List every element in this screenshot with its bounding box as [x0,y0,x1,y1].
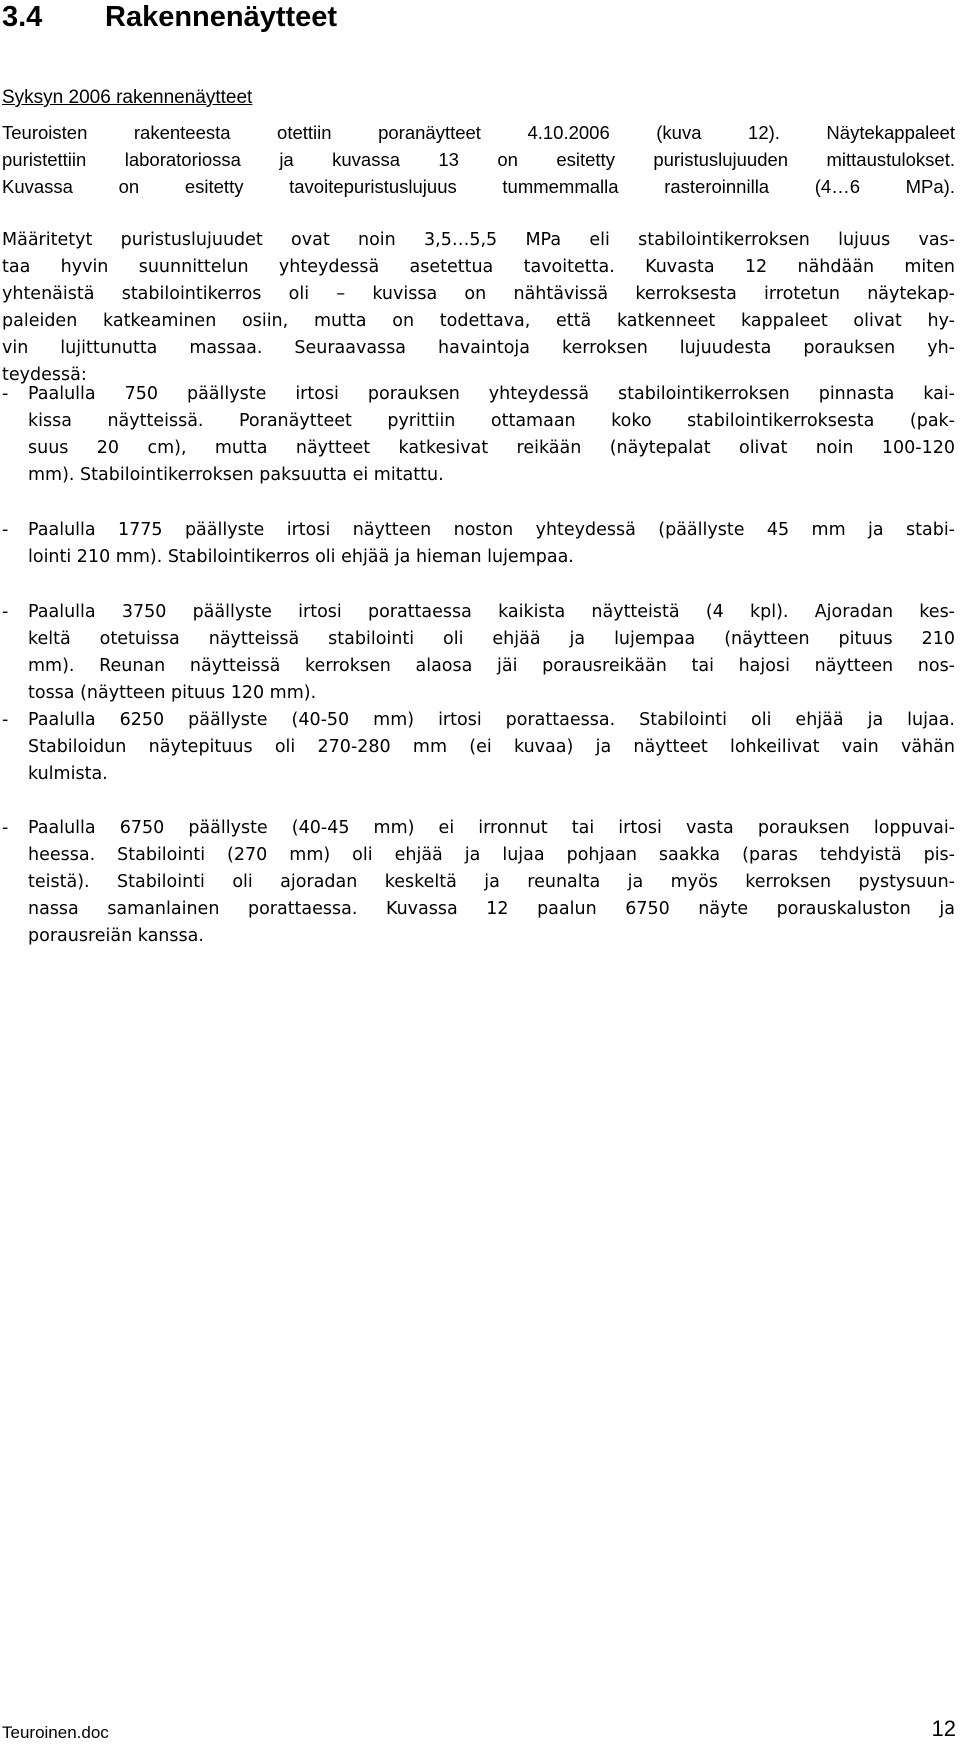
paragraph-line: teydessä: [2,365,87,385]
paragraph-line: Määritetyt puristuslujuudet ovat noin 3,5…5,5 MPa eli stabilointikerroksen lujuus vas- [2,230,955,250]
intro-paragraph [2,119,955,200]
list-item-line: suus 20 cm), mutta näytteet katkesivat reikään (näytepalat olivat noin 100-120 [28,438,955,458]
paragraph-line: puristettiin laboratoriossa ja kuvassa 13 on esitetty puristuslujuuden mittaustulokset. [2,149,955,170]
list-item-line: heessa. Stabilointi (270 mm) oli ehjää ja lujaa pohjaan saakka (paras tehdyistä pis- [28,845,955,865]
bullet-dash: - [2,384,9,404]
list-item-text [28,381,955,489]
paragraph-line: Kuvassa on esitetty tavoitepuristuslujuus tummemmalla rasteroinnilla (4…6 MPa). [2,176,955,197]
list-item-line: nassa samanlainen porattaessa. Kuvassa 12 paalun 6750 näyte porauskaluston ja [28,899,955,919]
paragraph-line: vin lujittunutta massaa. Seuraavassa havaintoja kerroksen lujuudesta porauksen yh- [2,338,955,358]
list-item-line: keltä otetuissa näytteissä stabilointi oli ehjää ja lujempaa (näytteen pituus 210 [28,629,955,649]
bullet-dash: - [2,818,9,838]
list-item-line: Paalulla 6750 päällyste (40-45 mm) ei irronnut tai irtosi vasta porauksen loppuvai- [28,818,955,838]
list-item-line: mm). Stabilointikerroksen paksuutta ei mitattu. [28,465,444,485]
list-item-line: lointi 210 mm). Stabilointikerros oli ehjää ja hieman lujempaa. [28,547,574,567]
list-item-text [28,815,955,950]
list-item-text [28,707,955,788]
list-item-line: porausreiän kanssa. [28,926,204,946]
list-item-line: teistä). Stabilointi oli ajoradan keskeltä ja reunalta ja myös kerroksen pystysuun- [28,872,955,892]
list-item-line: Paalulla 3750 päällyste irtosi porattaessa kaikista näytteistä (4 kpl). Ajoradan kes- [28,602,955,622]
list-item-line: kissa näytteissä. Poranäytteet pyrittiin ottamaan koko stabilointikerroksesta (pak- [28,411,955,431]
paragraph-line: paleiden katkeaminen osiin, mutta on todettava, että katkenneet kappaleet olivat hy- [2,311,955,331]
section-number: 3.4 [2,1,43,33]
list-item-line: Stabiloidun näytepituus oli 270-280 mm (ei kuvaa) ja näytteet lohkeilivat vain vähän [28,737,955,757]
list-item-line: mm). Reunan näytteissä kerroksen alaosa jäi porausreikään tai hajosi näytteen nos- [28,656,955,676]
list-item-line: tossa (näytteen pituus 120 mm). [28,683,317,703]
paragraph-line: Teuroisten rakenteesta otettiin poranäytteet 4.10.2006 (kuva 12). Näytekappaleet [2,122,955,143]
paragraph-line: taa hyvin suunnittelun yhteydessä asetettua tavoitetta. Kuvasta 12 nähdään miten [2,257,955,277]
subsection-heading: Syksyn 2006 rakennenäytteet [2,87,253,108]
list-item-line: kulmista. [28,764,108,784]
paragraph-line: yhtenäistä stabilointikerros oli – kuvissa on nähtävissä kerroksesta irrotetun näytekap- [2,284,955,304]
list-item-text [28,517,955,571]
bullet-dash: - [2,710,9,730]
list-item-line: Paalulla 1775 päällyste irtosi näytteen noston yhteydessä (päällyste 45 mm ja stabi- [28,520,955,540]
bullet-dash: - [2,602,9,622]
section-heading [2,0,337,34]
list-item-text [28,599,955,707]
list-item-line: Paalulla 6250 päällyste (40-50 mm) irtosi porattaessa. Stabilointi oli ehjää ja lujaa. [28,710,955,730]
list-item-line: Paalulla 750 päällyste irtosi porauksen yhteydessä stabilointikerroksen pinnasta kai- [28,384,955,404]
footer-page-number: 12 [931,1716,956,1741]
section-title: Rakennenäytteet [105,1,338,33]
footer-filename: Teuroinen.doc [2,1723,109,1742]
bullet-dash: - [2,520,9,540]
results-paragraph [2,227,955,389]
